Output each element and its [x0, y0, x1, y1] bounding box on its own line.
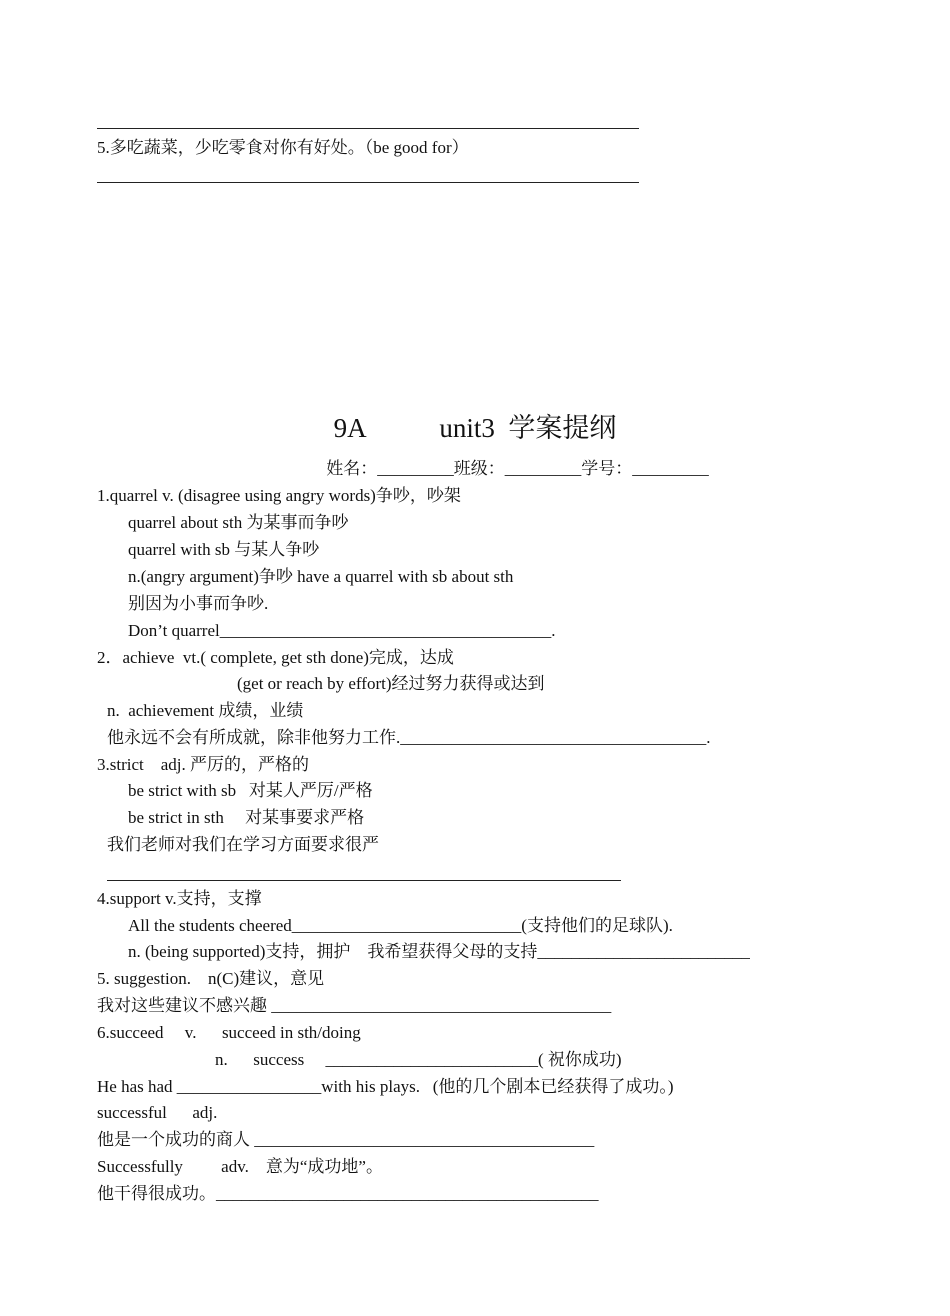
entry-achieve: 2．achieve vt.( complete, get sth done)完成，达成	[97, 648, 454, 667]
successfully-example: 他干得很成功。_____________________________________________	[97, 1184, 599, 1203]
strict-example: 我们老师对我们在学习方面要求很严	[107, 835, 379, 854]
student-info-line: 姓名：_________班级：_________学号：_________	[326, 459, 709, 478]
answer-line-4	[97, 128, 639, 129]
quarrel-example-cn: 别因为小事而争吵.	[128, 594, 269, 613]
support-example: All the students cheered___________________________(支持他们的足球队).	[128, 916, 673, 935]
quarrel-about-sth: quarrel about sth 为某事而争吵	[128, 513, 349, 532]
achieve-example: 他永远不会有所成就，除非他努力工作.____________________________________.	[107, 728, 711, 747]
support-noun: n. (being supported)支持，拥护 我希望获得父母的支持_________________________	[128, 942, 750, 961]
successful-adj: successful adj.	[97, 1103, 218, 1122]
entry-quarrel: 1.quarrel v. (disagree using angry words)争吵，吵架	[97, 486, 461, 505]
strict-answer-line	[107, 880, 621, 881]
suggestion-example: 我对这些建议不感兴趣 ________________________________________	[97, 996, 612, 1015]
success-example: He has had _________________with his plays. (他的几个剧本已经获得了成功。)	[97, 1077, 674, 1096]
quarrel-with-sb: quarrel with sb 与某人争吵	[128, 540, 320, 559]
entry-suggestion: 5. suggestion. n(C)建议，意见	[97, 969, 325, 988]
successful-example: 他是一个成功的商人 ________________________________________	[97, 1130, 595, 1149]
page-title: 9A unit3 学案提纲	[333, 413, 617, 443]
entry-strict: 3.strict adj. 严厉的，严格的	[97, 755, 310, 774]
answer-line-5	[97, 182, 639, 183]
quarrel-noun: n.(angry argument)争吵 have a quarrel with sb about sth	[128, 567, 514, 586]
exercise-item-5: 5.多吃蔬菜，少吃零食对你有好处。（be good for）	[97, 138, 469, 157]
entry-succeed: 6.succeed v. succeed in sth/doing	[97, 1023, 361, 1042]
strict-with-sb: be strict with sb 对某人严厉/严格	[128, 781, 373, 800]
achieve-meaning-2: (get or reach by effort)经过努力获得或达到	[237, 674, 545, 693]
achievement-noun: n. achievement 成绩，业绩	[107, 701, 304, 720]
success-noun: n. success _________________________( 祝你成功)	[215, 1050, 622, 1069]
entry-support: 4.support v.支持，支撑	[97, 889, 262, 908]
quarrel-example-en: Don’t quarrel_______________________________________.	[128, 621, 556, 640]
strict-in-sth: be strict in sth 对某事要求严格	[128, 808, 365, 827]
successfully-adv: Successfully adv. 意为“成功地”。	[97, 1157, 383, 1176]
